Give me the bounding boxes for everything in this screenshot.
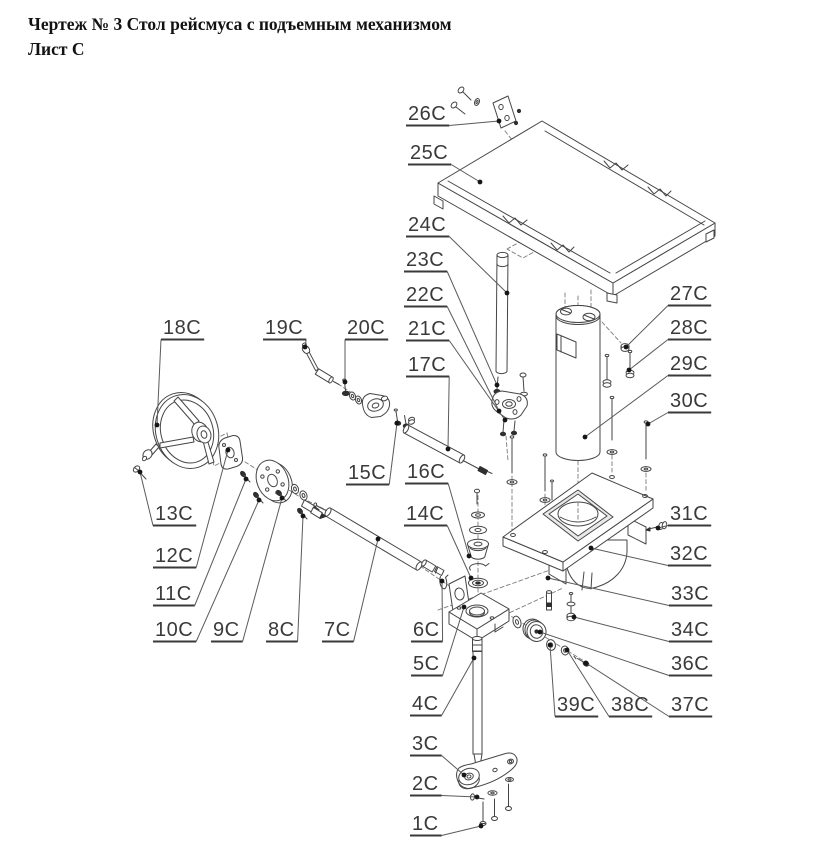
part-label-23C: 23C	[406, 249, 445, 271]
part-label-8C: 8C	[268, 619, 295, 641]
table-top	[434, 121, 715, 303]
part-label-39C: 39C	[557, 694, 596, 716]
leader-line-7C	[354, 539, 378, 642]
leader-line-6C	[442, 581, 443, 642]
support-rod	[494, 252, 508, 393]
leader-line-26C	[449, 121, 499, 126]
part-label-6C: 6C	[413, 619, 440, 641]
leader-line-12C	[196, 450, 228, 568]
leader-dot-15C	[395, 421, 400, 426]
part-label-22C: 22C	[406, 284, 445, 306]
leader-dot-26C	[497, 119, 502, 124]
part-label-31C: 31C	[670, 503, 709, 525]
part-label-26C: 26C	[408, 103, 447, 125]
part-label-38C: 38C	[611, 694, 650, 716]
sheet-label: Лист C	[28, 39, 85, 59]
leader-dot-29C	[583, 435, 588, 440]
leader-line-24C	[449, 237, 507, 294]
leader-dot-9C	[280, 496, 285, 501]
part-label-30C: 30C	[670, 390, 709, 412]
leader-dot-38C	[565, 648, 570, 653]
shaft-flange-disc	[240, 455, 326, 519]
leader-dot-1C	[479, 824, 484, 829]
lower-fastener-group	[521, 591, 590, 668]
leader-dot-18C	[155, 423, 160, 428]
part-label-5C: 5C	[413, 653, 440, 675]
leader-dot-31C	[656, 526, 661, 531]
part-label-15C: 15C	[348, 462, 387, 484]
leader-dot-19C	[303, 345, 308, 350]
leader-line-22C	[447, 307, 499, 412]
bearing-bracket	[219, 435, 243, 469]
part-label-10C: 10C	[155, 619, 194, 641]
leader-line-39C	[550, 645, 555, 717]
part-label-36C: 36C	[671, 653, 710, 675]
leader-line-13C	[140, 472, 153, 526]
part-label-37C: 37C	[671, 694, 710, 716]
leader-dot-24C	[505, 291, 510, 296]
leader-dot-22C	[497, 409, 502, 414]
leader-line-15C	[389, 423, 397, 485]
base-plate	[503, 473, 653, 571]
leader-dot-3C	[462, 773, 467, 778]
leader-line-27C	[626, 306, 668, 348]
leader-dot-8C	[301, 514, 306, 519]
leader-line-28C	[629, 340, 668, 371]
leader-line-16C	[448, 484, 469, 557]
leader-dot-25C	[478, 180, 483, 185]
leader-dot-10C	[257, 498, 262, 503]
part-label-25C: 25C	[410, 142, 449, 164]
part-label-32C: 32C	[670, 543, 709, 565]
part-label-17C: 17C	[408, 354, 447, 376]
leader-dot-2C	[475, 795, 480, 800]
leader-dot-27C	[624, 345, 629, 350]
leader-dot-23C	[495, 383, 500, 388]
leader-dot-16C	[467, 554, 472, 559]
part-label-24C: 24C	[408, 214, 447, 236]
leader-dot-6C	[440, 579, 445, 584]
leader-line-36C	[540, 632, 669, 676]
part-label-19C: 19C	[265, 317, 304, 339]
leader-dot-20C	[343, 380, 348, 385]
part-label-2C: 2C	[412, 773, 439, 795]
part-label-7C: 7C	[324, 619, 351, 641]
leader-dot-28C	[627, 368, 632, 373]
leader-line-1C	[442, 826, 481, 836]
leader-dot-21C	[503, 418, 508, 423]
part-label-11C: 11C	[155, 583, 192, 605]
leader-dot-30C	[646, 422, 651, 427]
part-label-28C: 28C	[670, 317, 709, 339]
leader-line-3C	[442, 756, 464, 776]
leader-dot-4C	[472, 656, 477, 661]
table-mounting-bracket	[450, 86, 521, 128]
part-label-34C: 34C	[671, 619, 710, 641]
part-label-4C: 4C	[412, 693, 439, 715]
part-label-12C: 12C	[155, 545, 194, 567]
leader-dot-7C	[376, 537, 381, 542]
part-label-33C: 33C	[671, 583, 710, 605]
part-label-16C: 16C	[407, 461, 446, 483]
part-label-27C: 27C	[670, 283, 709, 305]
leader-dot-32C	[589, 546, 594, 551]
leader-dot-39C	[548, 643, 553, 648]
column-cylinder	[556, 306, 600, 461]
leader-dot-12C	[226, 448, 231, 453]
leader-dot-14C	[469, 576, 474, 581]
leader-line-8C	[298, 516, 303, 642]
drawing-title: Чертеж № 3 Стол рейсмуса с подъемным механизмом	[28, 14, 452, 34]
leader-line-30C	[648, 413, 668, 425]
leader-dot-36C	[538, 630, 543, 635]
part-label-20C: 20C	[347, 317, 386, 339]
leader-line-34C	[574, 617, 669, 642]
part-label-14C: 14C	[406, 503, 445, 525]
threaded-lift-rod	[473, 637, 483, 764]
leader-dot-11C	[244, 477, 249, 482]
leader-dot-17C	[446, 447, 451, 452]
part-label-9C: 9C	[213, 619, 240, 641]
leader-dot-34C	[572, 615, 577, 620]
part-label-13C: 13C	[155, 503, 194, 525]
part-label-3C: 3C	[412, 733, 439, 755]
part-label-1C: 1C	[412, 813, 439, 835]
part-label-18C: 18C	[163, 317, 202, 339]
leader-dot-33C	[546, 576, 551, 581]
part-label-21C: 21C	[408, 318, 447, 340]
leader-dot-5C	[462, 605, 467, 610]
leader-line-4C	[442, 658, 474, 716]
crank-and-gear-housing	[301, 342, 415, 428]
leader-dot-37C	[584, 661, 589, 666]
leader-line-23C	[447, 272, 497, 386]
part-label-29C: 29C	[670, 353, 709, 375]
leader-dot-13C	[138, 470, 143, 475]
leader-line-17C	[448, 377, 449, 450]
lift-lever	[457, 753, 518, 826]
